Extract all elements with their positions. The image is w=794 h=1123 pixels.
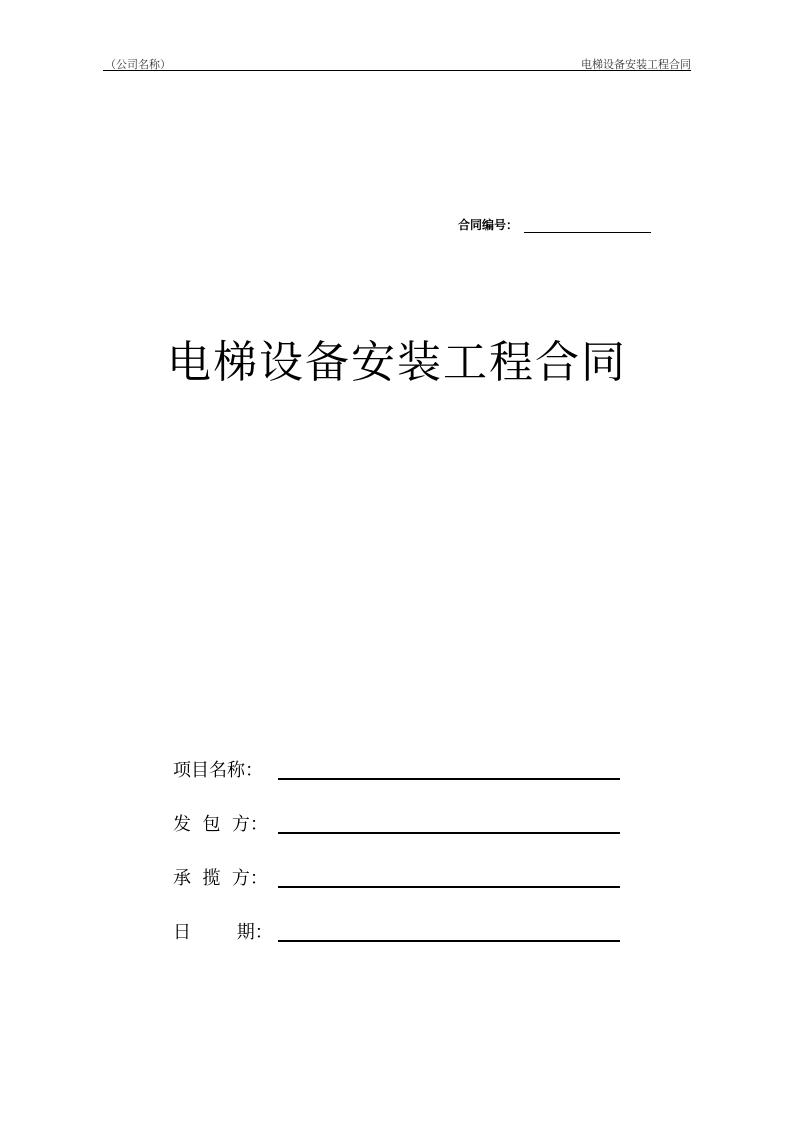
page-header bbox=[103, 52, 691, 71]
field-employer-blank-line bbox=[278, 832, 620, 834]
field-contractor-label: 承 揽 方： bbox=[173, 868, 268, 889]
contract-number-row bbox=[458, 216, 651, 233]
field-project-name-blank-line bbox=[278, 778, 620, 780]
field-date-blank-line bbox=[278, 940, 620, 942]
contract-number-blank-line bbox=[524, 218, 651, 233]
header-document-title: 电梯设备安装工程合同 bbox=[581, 58, 691, 71]
header-company-name: （公司名称） bbox=[105, 58, 171, 71]
field-employer-label: 发 包 方： bbox=[173, 814, 268, 835]
field-date-label: 日 期： bbox=[173, 922, 273, 943]
document-title: 电梯设备安装工程合同 bbox=[167, 337, 627, 388]
contract-number-label: 合同编号： bbox=[458, 218, 519, 232]
field-contractor-blank-line bbox=[278, 886, 620, 888]
field-project-name-label: 项目名称： bbox=[173, 760, 263, 781]
